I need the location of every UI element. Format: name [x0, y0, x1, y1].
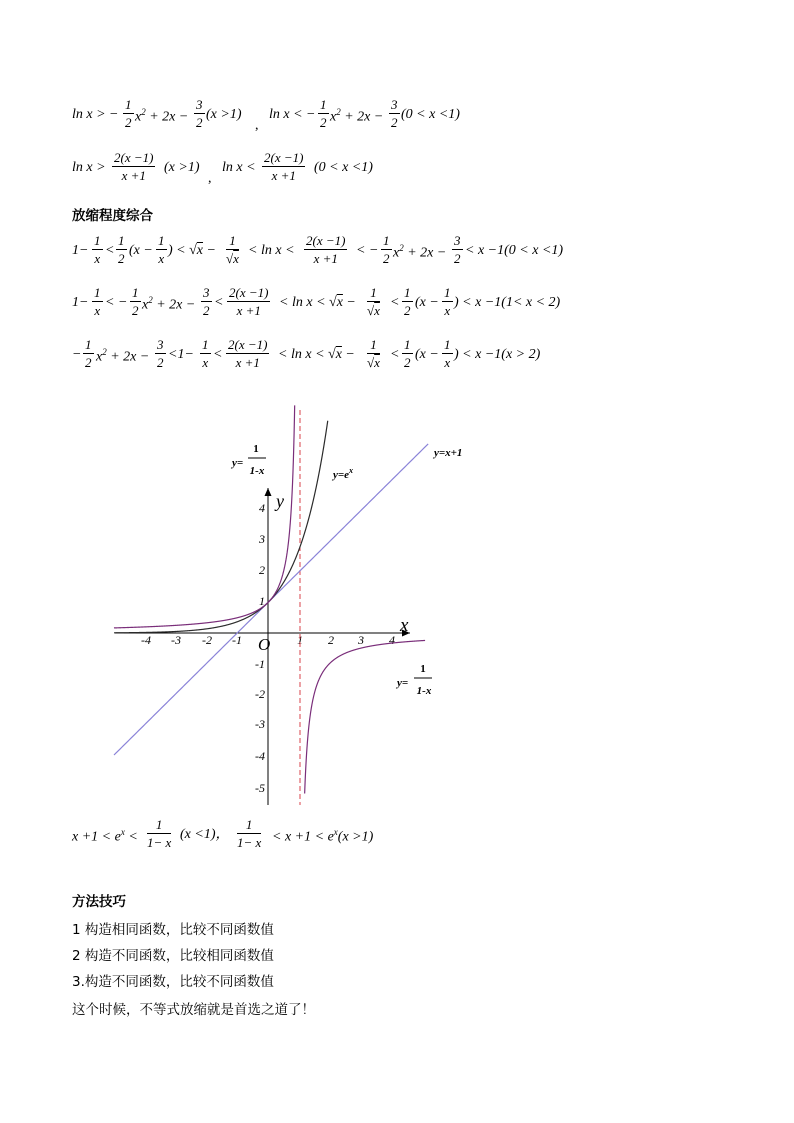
y-tick: -1: [255, 657, 265, 671]
origin-label: O: [258, 635, 271, 654]
y-axis-arrow: [265, 488, 272, 496]
reciprocal-label-bottom: [395, 663, 432, 697]
x-tick: 4: [389, 633, 395, 647]
reciprocal-label-prefix: y=: [397, 677, 409, 689]
reciprocal-label-den: 1-x: [416, 685, 432, 697]
line-curve-label: y=x+1: [434, 447, 463, 459]
y-tick: -5: [255, 781, 265, 795]
method-item: 1 构造相同函数，比较不同函数值: [72, 922, 274, 938]
reciprocal-label-num: 1: [253, 443, 259, 455]
y-tick: 4: [259, 501, 265, 515]
section-title: 放缩程度综合: [72, 208, 153, 224]
function-graph: [0, 400, 794, 820]
x-tick: -1: [232, 633, 242, 647]
reciprocal-label-top: [230, 443, 266, 477]
exp-curve: [114, 421, 328, 633]
exp-curve-label: $y=e^x$: [333, 466, 354, 481]
methods-title: 方法技巧: [72, 894, 126, 910]
x-axis-label: x: [400, 615, 409, 636]
x-tick: 3: [358, 633, 364, 647]
reciprocal-label-den: 1-x: [249, 465, 265, 477]
y-tick: 2: [259, 563, 265, 577]
method-item: 2 构造不同函数，比较相同函数值: [72, 948, 274, 964]
method-item: 3.构造不同函数，比较不同函数值: [72, 974, 274, 990]
x-tick: -3: [171, 633, 181, 647]
conclusion-text: 这个时候，不等式放缩就是首选之道了！: [72, 1002, 315, 1018]
y-axis-label: y: [276, 491, 284, 511]
y-tick: -2: [255, 687, 265, 701]
x-tick: -4: [141, 633, 151, 647]
reciprocal-curve-right: [305, 640, 425, 793]
y-tick: 3: [259, 532, 265, 546]
y-tick: -3: [255, 717, 265, 731]
reciprocal-label-prefix: y=: [232, 457, 244, 469]
x-tick: 1: [297, 633, 303, 647]
x-tick: 2: [328, 633, 334, 647]
reciprocal-label-num: 1: [420, 663, 426, 675]
x-tick: -2: [202, 633, 212, 647]
y-tick: -4: [255, 749, 265, 763]
y-tick: 1: [259, 594, 265, 608]
